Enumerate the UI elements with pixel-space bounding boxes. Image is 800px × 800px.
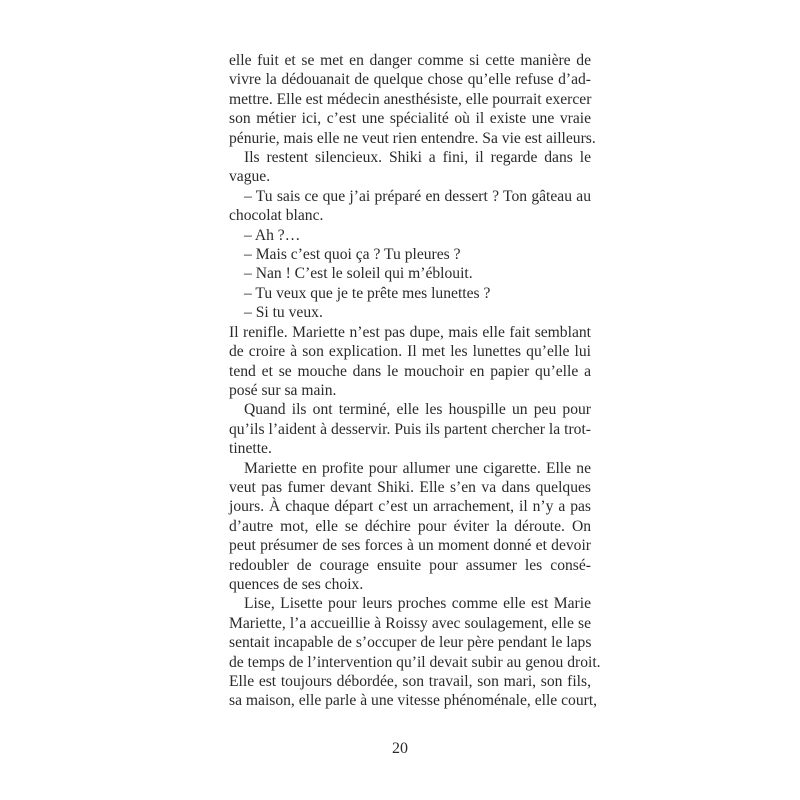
text-line: jours. À chaque départ c’est un arrachement, il n’y a pas	[229, 498, 591, 516]
text-line: Mariette, l’a accueillie à Roissy avec soulagement, elle se	[229, 614, 591, 632]
text-line: Lise, Lisette pour leurs proches comme elle est Marie	[244, 595, 591, 613]
text-line: – Si tu veux.	[244, 304, 323, 322]
text-line: – Tu sais ce que j’ai préparé en dessert ? Ton gâteau au	[244, 187, 591, 205]
page-number: 20	[392, 740, 408, 757]
text-line: redoubler de courage ensuite pour assumer les consé-	[229, 556, 591, 574]
text-line: d’autre mot, elle se déchire pour éviter la déroute. On	[229, 517, 591, 535]
text-line: Il renifle. Mariette n’est pas dupe, mais elle fait semblant	[229, 323, 591, 341]
text-line: vivre la dédouanait de quelque chose qu’elle refuse d’ad-	[229, 71, 591, 89]
text-line: sa maison, elle parle à une vitesse phénoménale, elle court,	[229, 692, 598, 710]
text-line: de temps de l’intervention qu’il devait subir au genou droit.	[229, 653, 601, 671]
text-line: posé sur sa main.	[229, 381, 337, 399]
text-line: vague.	[229, 168, 271, 186]
text-line: – Tu veux que je te prête mes lunettes ?	[244, 284, 491, 302]
text-line: quences de ses choix.	[229, 575, 364, 593]
text-line: sentait incapable de s’occuper de leur père pendant le laps	[229, 634, 592, 652]
text-line: Elle est toujours débordée, son travail, son mari, son fils,	[229, 673, 591, 690]
text-line: Mariette en profite pour allumer une cigarette. Elle ne	[244, 459, 591, 477]
text-line: veut pas fumer devant Shiki. Elle s’en va dans quelques	[229, 478, 591, 496]
text-line: elle fuit et se met en danger comme si cette manière de	[229, 52, 591, 69]
text-line: qu’ils l’aident à desservir. Puis ils partent chercher la trot-	[229, 420, 591, 438]
text-line: Ils restent silencieux. Shiki a fini, il regarde dans le	[244, 149, 591, 167]
text-line: tend et se mouche dans le mouchoir en papier qu’elle a	[229, 362, 591, 380]
body-text	[229, 51, 601, 711]
text-line: tinette.	[229, 440, 272, 458]
text-line: peut présumer de ses forces à un moment donné et devoir	[229, 537, 591, 555]
text-line: Quand ils ont terminé, elle les houspille un peu pour	[244, 401, 591, 419]
text-line: – Nan ! C’est le soleil qui m’éblouit.	[244, 265, 473, 283]
text-line: – Ah ?…	[244, 226, 301, 244]
text-line: pénurie, mais elle ne veut rien entendre. Sa vie est ailleurs.	[229, 129, 596, 147]
text-line: de croire à son explication. Il met les lunettes qu’elle lui	[229, 343, 591, 361]
text-line: – Mais c’est quoi ça ? Tu pleures ?	[244, 246, 461, 264]
text-line: mettre. Elle est médecin anesthésiste, elle pourrait exercer	[229, 90, 592, 108]
text-line: chocolat blanc.	[229, 207, 324, 225]
text-line: son métier ici, c’est une spécialité où il existe une vraie	[229, 110, 591, 128]
